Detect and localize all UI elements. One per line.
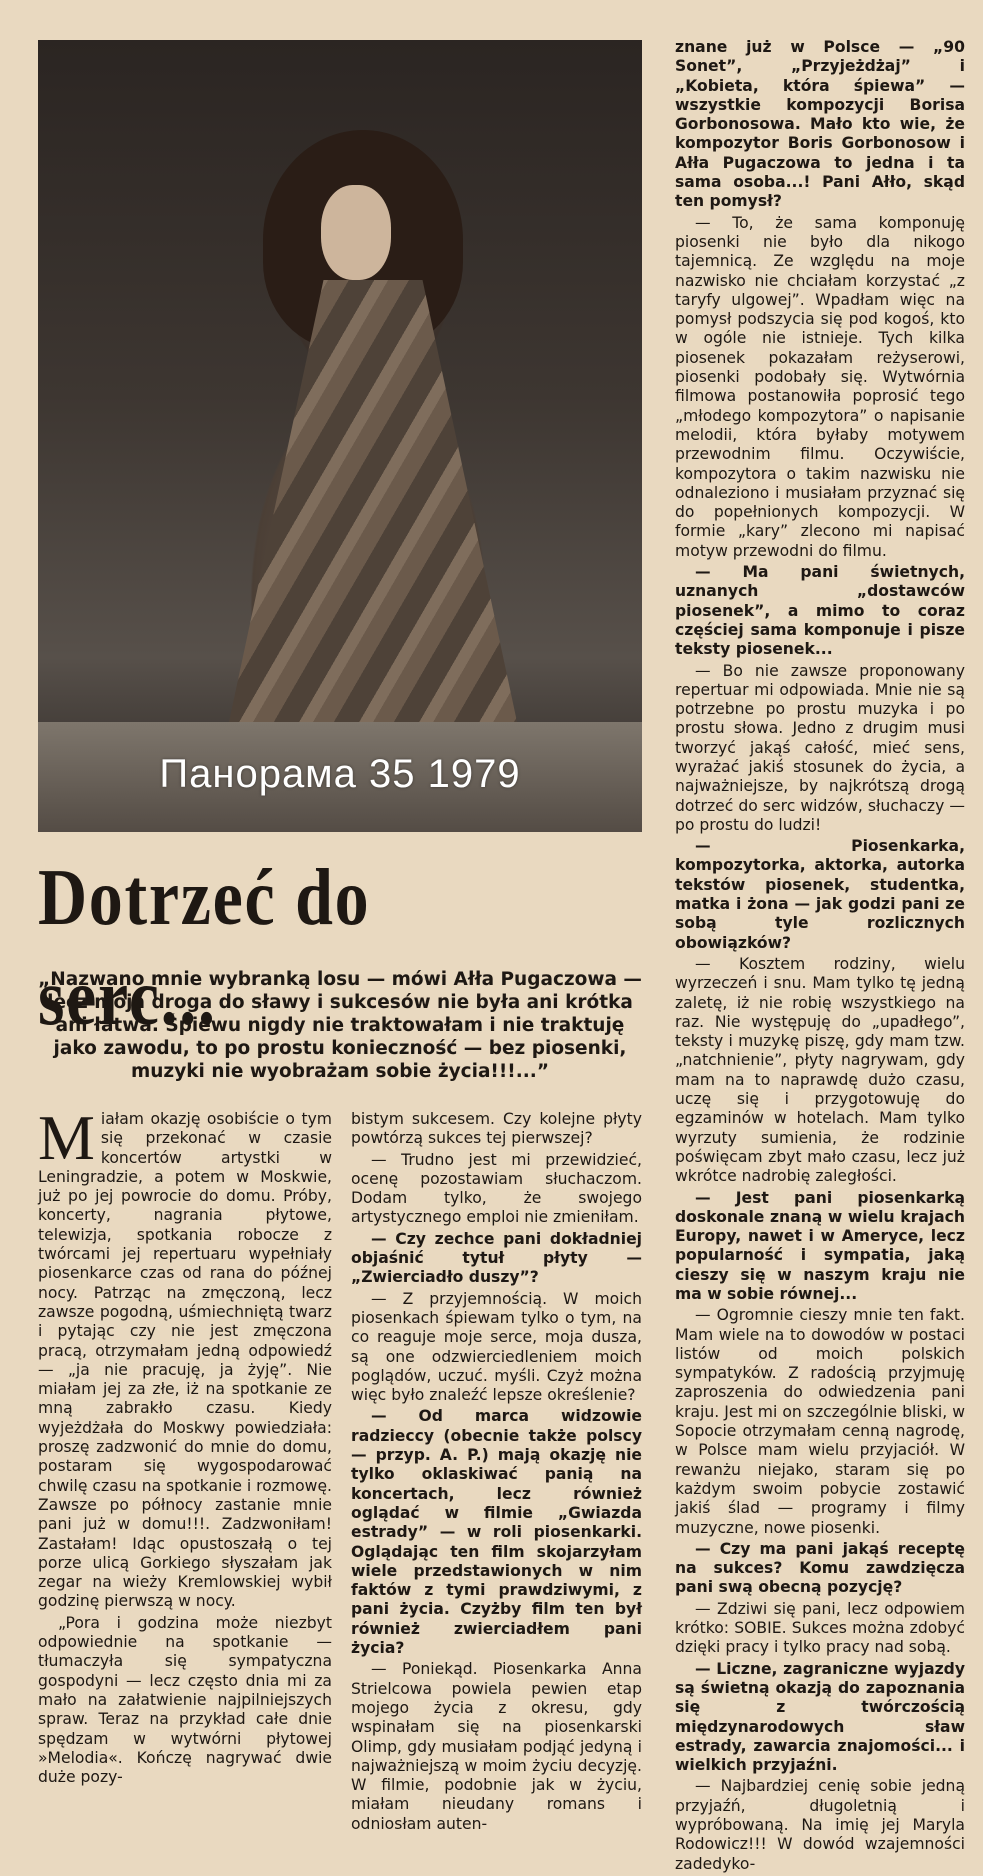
paragraph: — Poniekąd. Piosenkarka Anna Strielcowa powiela pewien etap mojego życia z okresu, gdy wspinałam się na piosenkarski Olimp, gdy musiałam podjąć jedyną i najważniejszą w moim życiu decyzję. W filmie, podobnie jak w życiu, miałam nieudany romans i odniosłam auten- — [351, 1660, 642, 1833]
column-right — [675, 38, 965, 1876]
photo-singer-face — [321, 185, 391, 280]
paragraph-text: iałam okazję osobiście o tym się przekonać w czasie koncertów artystki w Leningradzie, a potem w Moskwie, już po jej powrocie do domu. Próby, koncerty, nagrania płytowe, telewizja, spotkania robocze z twórcami jej repertuaru wypełniały piosenkarce czas od rana do późnej nocy. Patrząc na zmęczoną, lecz zawsze pogodną, uśmiechniętą twarz i pytając czy nie jest zmęczona pracą, otrzymałam jedną odpowiedź — „ja nie pracuję, ja żyję”. Nie miałam jej za złe, iż na spotkanie ze mną zabrakło czasu. Kiedy wyjeżdżała do Moskwy powiedziała: proszę zadzwonić do mnie do domu, postaram się wygospodarować chwilę czasu na spotkanie i rozmowę. Zawsze po północy zastanie mnie pani już w domu!!!. Zadzwoniłam! Zastałam! Idąc opustoszałą o tej porze ulicą Gorkiego słyszałam jak zegar na wieży Kremlowskiej wybił godzinę pierwszą w nocy. — [38, 1110, 332, 1611]
paragraph: — Trudno jest mi przewidzieć, ocenę pozostawiam słuchaczom. Dodam tylko, że swojego artystycznego emploi nie zmieniłam. — [351, 1150, 642, 1227]
interview-question: znane już w Polsce — „90 Sonet”, „Przyjeżdżaj” i „Kobieta, która śpiewa” — wszystkie kompozycji Borisa Gorbonosowa. Mało kto wie, że kompozytor Boris Gorbonosow i Ałła Pugaczowa to jedna i ta sama osoba...! Pani Ałło, skąd ten pomysł? — [675, 38, 965, 211]
interview-question: — Czy zechce pani dokładniej objaśnić tytuł płyty — „Zwierciadło duszy”? — [351, 1229, 642, 1287]
article-photo — [38, 40, 642, 832]
paragraph: — To, że sama komponuję piosenki nie było dla nikogo tajemnicą. Ze względu na moje nazwisko nie chciałam korzystać „z taryfy ulgowej”. Wpadłam więc na pomysł podszycia się pod kogoś, kto w ogóle nie istnieje. Tych kilka piosenek pokazałam reżyserowi, piosenki podobały się. Wytwórnia filmowa postanowiła poprosić tego „młodego kompozytora” o napisanie melodii, która byłaby motywem przewodnim filmu. Oczywiście, kompozytora o takim nazwisku nie odnaleziono i musiałam przyznać się do popełnionych kompozycji. W formie „kary” zlecono mi napisać motyw przewodni do filmu. — [675, 213, 965, 560]
paragraph: „Pora i godzina może niezbyt odpowiednie na spotkanie — tłumaczyła się sympatyczna gospodyni — lecz często dnia mi za mało na załatwienie najpilniejszych spraw. Teraz na przykład całe dnie spędzam w wytwórni płytowej »Melodia«. Kończę nagrywać dwie duże pozy- — [38, 1613, 332, 1787]
paragraph — [38, 1102, 332, 1612]
paragraph: — Z przyjemnością. W moich piosenkach śpiewam tylko o tym, na co reaguje moje serce, moja dusza, są one odzwierciedleniem moich poglądów, uczuć. myśli. Czyż można więc było znaleźć lepsze określenie? — [351, 1289, 642, 1405]
article-headline: Dotrzeć do serc... — [38, 854, 371, 1042]
photo-stamp: Панорама 35 1979 — [159, 752, 521, 796]
interview-question: — Jest pani piosenkarką doskonale znaną w wielu krajach Europy, nawet i w Ameryce, lecz popularność i sympatia, jaką cieszy się w naszym kraju nie ma w sobie równej... — [675, 1188, 965, 1303]
interview-question: — Piosenkarka, kompozytorka, aktorka, autorka tekstów piosenek, studentka, matka i żona — jak godzi pani ze sobą tyle rozlicznych obowiązków? — [675, 837, 965, 952]
column-left — [38, 1102, 332, 1789]
interview-question: — Ma pani świetnych, uznanych „dostawców piosenek”, a mimo to coraz częściej sama komponuje i pisze teksty piosenek... — [675, 563, 965, 659]
interview-question: — Czy ma pani jakąś receptę na sukces? Komu zawdzięcza pani swą obecną pozycję? — [675, 1539, 965, 1597]
article-lead: „Nazwano mnie wybranką losu — mówi Ałła Pugaczowa — lecz moja droga do sławy i sukcesów nie była ani krótka ani łatwa. Śpiewu nigdy nie traktowałam i nie traktuję jako zawodu, to po prostu konieczność — bez piosenki, muzyki nie wyobrażam sobie życia!!!...” — [38, 969, 642, 1082]
paragraph: — Ogromnie cieszy mnie ten fakt. Mam wiele na to dowodów w postaci listów od moich polskich sympatyków. Z radością przyjmuję zaproszenia do odwiedzenia pani kraju. Jest mi on szczególnie bliski, w Sopocie otrzymałam cenną nagrodę, w Polsce mam wielu przyjaciół. W rewanżu niejako, staram się po każdym swoim pobycie zostawić jakiś ślad — programy i filmy muzyczne, nowe piosenki. — [675, 1306, 965, 1537]
column-middle — [351, 1110, 642, 1836]
paragraph: — Zdziwi się pani, lecz odpowiem krótko: SOBIE. Sukces można zdobyć dzięki pracy i tylko pracy nad sobą. — [675, 1599, 965, 1657]
interview-question: — Od marca widzowie radzieccy (obecnie także polscy — przyp. A. P.) mają okazję nie tylko oklaskiwać panią na koncertach, lecz również oglądać w filmie „Gwiazda estrady” — w roli piosenkarki. Oglądając ten film skojarzyłam wiele przedstawionych w nim faktów z tymi prawdziwymi, z pani życia. Czyżby film ten był również zwierciadłem pani życia? — [351, 1407, 642, 1658]
drop-cap: M — [38, 1102, 95, 1173]
paragraph: — Najbardziej cenię sobie jedną przyjaźń, długoletnią i wypróbowaną. Na imię jej Maryla Rodowicz!!! W dowód wzajemności zadedyko- — [675, 1777, 965, 1873]
paragraph: — Kosztem rodziny, wielu wyrzeczeń i snu. Mam tylko tę jedną zaletę, iż nie robię wszystkiego na raz. Nie występuję do „upadłego”, teksty i muzykę piszę, gdy mam tzw. „natchnienie”, płyty nagrywam, gdy mam na to naprawdę dużo czasu, uczę się i przygotowuję do egzaminów w hotelach. Mam tylko wyrzuty sumienia, że rodzinie poświęcam zbyt mało czasu, lecz już wkrótce nadrobię zaległości. — [675, 954, 965, 1186]
paragraph: — Bo nie zawsze proponowany repertuar mi odpowiada. Mnie nie są potrzebne po prostu muzyka i po prostu słowa. Jedno z drugim musi tworzyć jakąś całość, mieć sens, wyrażać jakiś stosunek do życia, a najważniejsze, by najkrótszą drogą dotrzeć do serc widzów, słuchaczy — po prostu do ludzi! — [675, 661, 965, 834]
interview-question: — Liczne, zagraniczne wyjazdy są świetną okazją do zapoznania się z twórczością międzynarodowych sław estrady, zawarcia znajomości... i wielkich przyjaźni. — [675, 1659, 965, 1775]
paragraph: bistym sukcesem. Czy kolejne płyty powtórzą sukces tej pierwszej? — [351, 1110, 642, 1148]
